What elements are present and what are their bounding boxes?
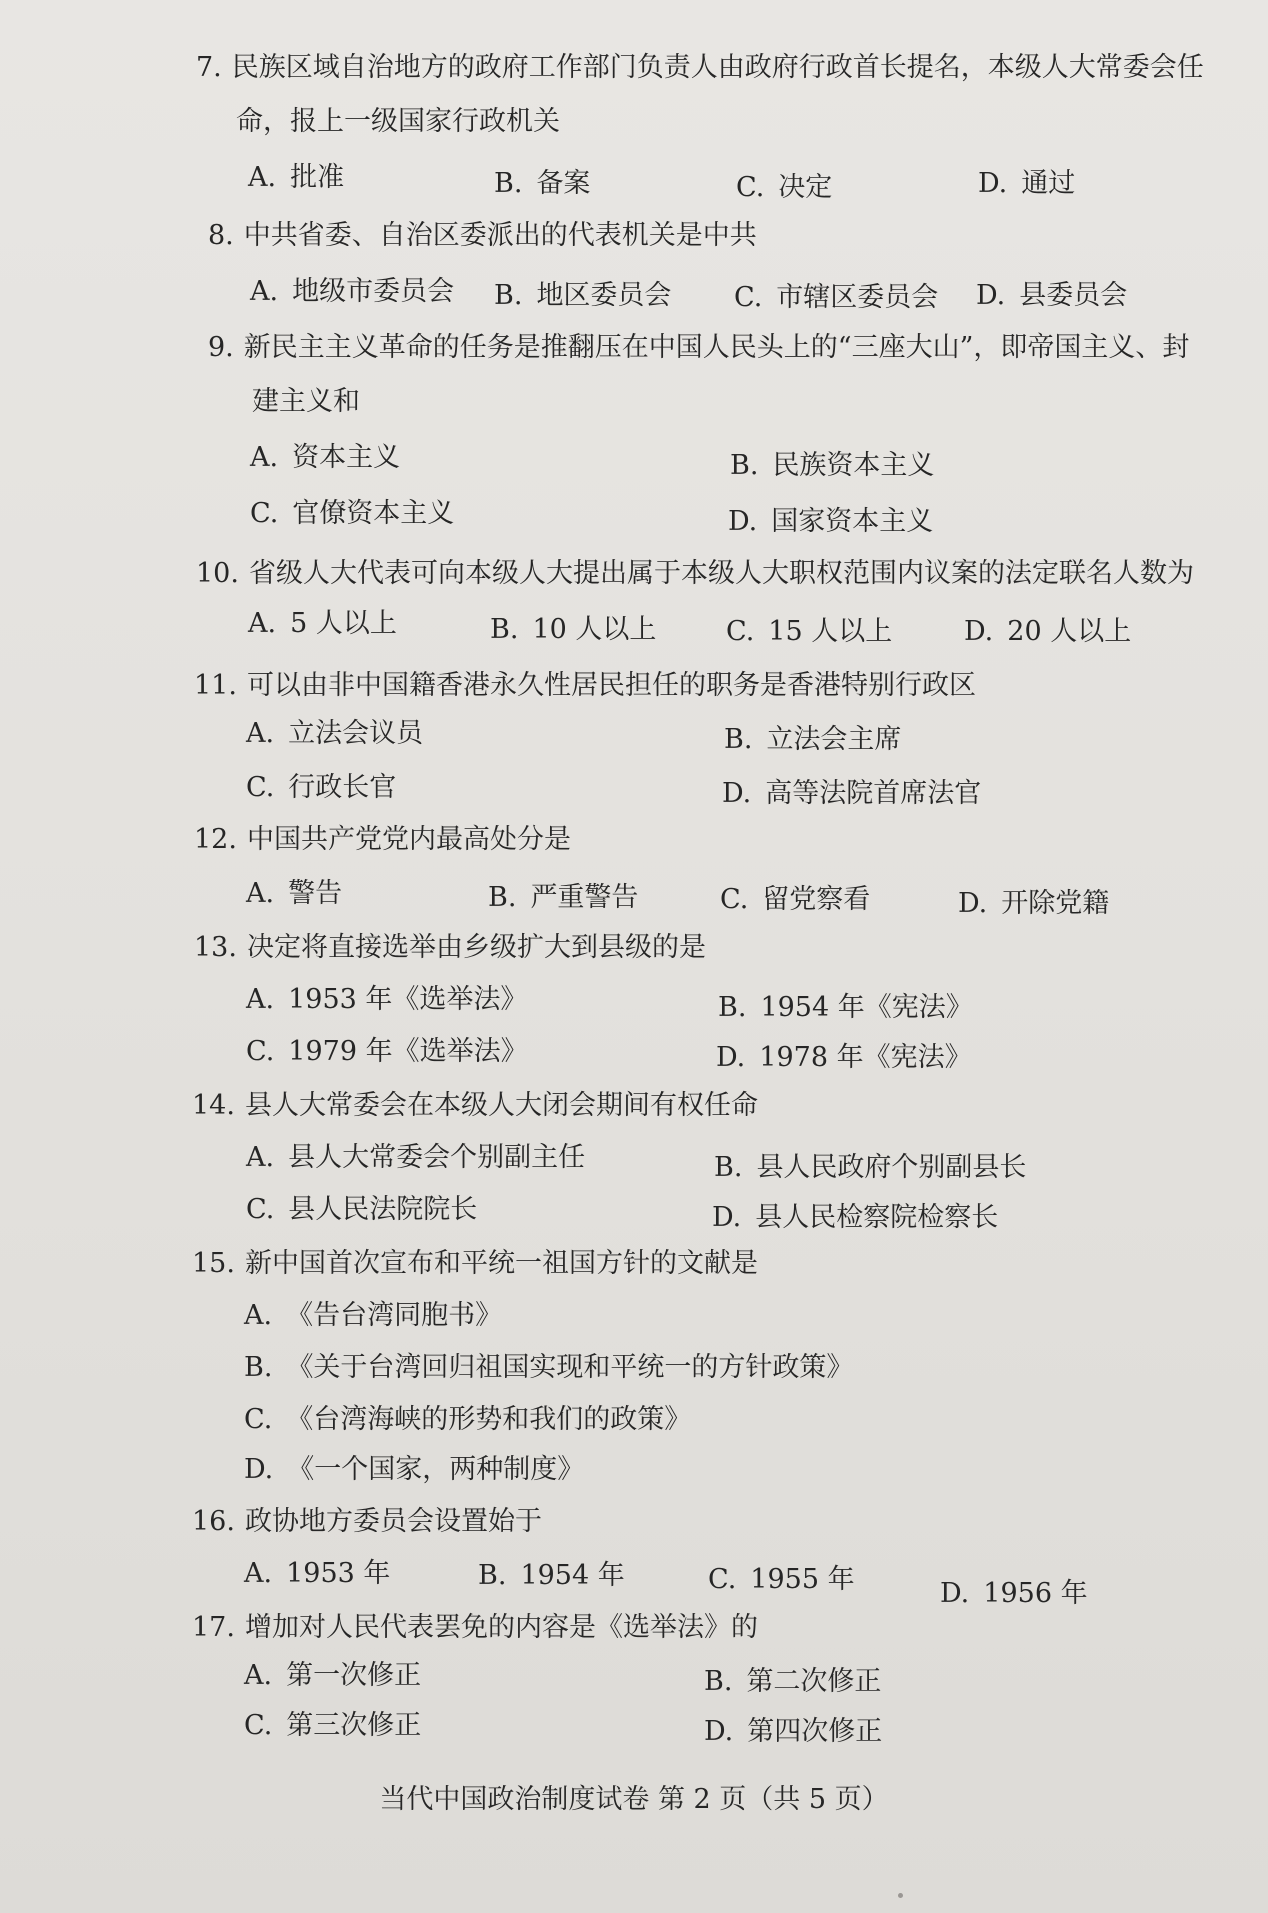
option-8b: [494, 278, 671, 314]
option-11a: [246, 716, 423, 752]
option-letter: C.: [734, 282, 763, 313]
question-16: [192, 1504, 542, 1540]
option-text: 《告台湾同胞书》: [286, 1300, 503, 1331]
option-text: 地级市委员会: [292, 276, 455, 307]
option-14c: [246, 1192, 477, 1228]
option-letter: B.: [244, 1352, 273, 1383]
question-number: 9.: [208, 332, 234, 363]
question-17: [192, 1610, 758, 1646]
option-10b: [490, 612, 656, 648]
option-text: 立法会主席: [766, 724, 902, 755]
option-15b: [244, 1350, 853, 1386]
question-11: [194, 668, 976, 704]
option-text: 1954 年: [520, 1560, 625, 1591]
option-8a: [250, 274, 454, 310]
option-letter: C.: [244, 1710, 273, 1741]
option-letter: B.: [714, 1152, 743, 1183]
question-8: [208, 218, 757, 254]
option-letter: B.: [488, 882, 517, 913]
option-13b: [718, 990, 973, 1026]
option-letter: B.: [704, 1666, 733, 1697]
option-16a: [244, 1556, 390, 1592]
option-letter: D.: [976, 280, 1006, 311]
option-text: 1956 年: [983, 1578, 1088, 1609]
option-7a: [248, 160, 344, 196]
option-text: 1955 年: [750, 1564, 855, 1595]
option-letter: B.: [718, 992, 747, 1023]
option-letter: D.: [722, 778, 752, 809]
question-number: 13.: [194, 932, 237, 963]
option-text: 批准: [290, 162, 345, 193]
option-text: 《一个国家，两种制度》: [287, 1454, 585, 1485]
option-letter: D.: [940, 1578, 970, 1609]
option-letter: A.: [246, 1142, 275, 1173]
option-7c: [736, 170, 832, 206]
option-17c: [244, 1708, 421, 1744]
option-text: 县人民法院院长: [288, 1194, 478, 1225]
option-15c: [244, 1402, 691, 1438]
option-letter: A.: [250, 442, 279, 473]
option-16d: [940, 1576, 1088, 1612]
option-16c: [708, 1562, 855, 1598]
option-text: 行政长官: [288, 772, 397, 803]
option-text: 地区委员会: [536, 280, 672, 311]
option-11d: [722, 776, 981, 812]
option-text: 市辖区委员会: [776, 282, 939, 313]
option-text: 第四次修正: [747, 1716, 883, 1747]
option-text: 立法会议员: [288, 718, 424, 749]
option-9c: [250, 496, 454, 532]
question-7-continuation: 命，报上一级国家行政机关: [236, 106, 560, 137]
option-11b: [724, 722, 901, 758]
option-text: 官僚资本主义: [292, 498, 455, 529]
option-text: 资本主义: [292, 442, 401, 473]
question-13: [194, 930, 706, 966]
option-12a: [246, 876, 342, 912]
option-text: 1979 年《选举法》: [288, 1036, 528, 1067]
question-text: 新中国首次宣布和平统一祖国方针的文献是: [244, 1248, 758, 1279]
question-text: 中共省委、自治区委派出的代表机关是中共: [243, 220, 757, 251]
option-14d: [712, 1200, 998, 1236]
option-15d: [244, 1452, 584, 1488]
option-text: 《关于台湾回归祖国实现和平统一的方针政策》: [286, 1352, 854, 1383]
option-letter: A.: [250, 276, 279, 307]
option-12c: [720, 882, 870, 918]
option-9d: [728, 504, 933, 540]
option-10c: [726, 614, 892, 650]
option-letter: D.: [712, 1202, 742, 1233]
option-text: 留党察看: [762, 884, 871, 915]
option-text: 10 人以上: [532, 614, 657, 645]
question-number: 16.: [192, 1506, 235, 1537]
option-text: 警告: [288, 878, 343, 909]
option-letter: A.: [246, 718, 275, 749]
option-letter: D.: [704, 1716, 734, 1747]
option-letter: A.: [246, 984, 275, 1015]
option-text: 开除党籍: [1001, 888, 1110, 919]
option-13d: [716, 1040, 972, 1076]
option-letter: A.: [244, 1660, 273, 1691]
option-letter: C.: [246, 1036, 275, 1067]
option-letter: C.: [726, 616, 755, 647]
option-text: 第一次修正: [286, 1660, 422, 1691]
question-text: 增加对人民代表罢免的内容是《选举法》的: [244, 1612, 758, 1643]
option-text: 决定: [778, 172, 833, 203]
question-9: [208, 330, 1189, 366]
option-letter: A.: [248, 162, 277, 193]
option-13c: [246, 1034, 528, 1070]
question-number: 10.: [196, 558, 239, 589]
option-text: 《台湾海峡的形势和我们的政策》: [286, 1404, 692, 1435]
paper-speck: [898, 1893, 903, 1898]
option-16b: [478, 1558, 625, 1594]
option-9a: [250, 440, 400, 476]
option-text: 1953 年: [286, 1558, 391, 1589]
question-15: [192, 1246, 758, 1282]
question-9-continuation: 建主义和: [252, 386, 360, 417]
question-text: 县人大常委会在本级人大闭会期间有权任命: [244, 1090, 758, 1121]
option-text: 1978 年《宪法》: [759, 1042, 972, 1073]
question-text: 新民主主义革命的任务是推翻压在中国人民头上的“三座大山”，即帝国主义、封: [243, 332, 1190, 363]
option-7d: [978, 166, 1075, 202]
option-text: 备案: [536, 168, 591, 199]
option-text: 第三次修正: [286, 1710, 422, 1741]
option-letter: A.: [244, 1558, 273, 1589]
option-15a: [244, 1298, 502, 1334]
option-text: 县人民检察院检察长: [755, 1202, 999, 1233]
option-text: 第二次修正: [746, 1666, 882, 1697]
question-text: 可以由非中国籍香港永久性居民担任的职务是香港特别行政区: [246, 670, 976, 701]
option-8d: [976, 278, 1127, 314]
question-number: 15.: [192, 1248, 235, 1279]
question-text: 民族区域自治地方的政府工作部门负责人由政府行政首长提名，本级人大常委会任: [231, 52, 1204, 83]
option-text: 1954 年《宪法》: [760, 992, 973, 1023]
option-13a: [246, 982, 527, 1018]
option-17d: [704, 1714, 882, 1750]
option-letter: A.: [246, 878, 275, 909]
option-text: 县委员会: [1019, 280, 1128, 311]
option-10a: [248, 606, 397, 642]
option-17b: [704, 1664, 881, 1700]
option-letter: D.: [958, 888, 988, 919]
option-text: 5 人以上: [290, 608, 397, 639]
option-letter: D.: [964, 616, 994, 647]
question-text: 省级人大代表可向本级人大提出属于本级人大职权范围内议案的法定联名人数为: [248, 558, 1194, 589]
question-14: [192, 1088, 758, 1124]
option-letter: C.: [720, 884, 749, 915]
option-text: 1953 年《选举法》: [288, 984, 528, 1015]
question-number: 11.: [194, 670, 237, 701]
option-letter: B.: [494, 280, 523, 311]
question-text: 中国共产党党内最高处分是: [246, 824, 571, 855]
question-text: 政协地方委员会设置始于: [244, 1506, 542, 1537]
option-letter: C.: [250, 498, 279, 529]
option-text: 民族资本主义: [772, 450, 935, 481]
option-letter: B.: [724, 724, 753, 755]
option-14b: [714, 1150, 1026, 1186]
option-letter: B.: [490, 614, 519, 645]
option-letter: B.: [730, 450, 759, 481]
question-number: 12.: [194, 824, 237, 855]
option-text: 县人民政府个别副县长: [756, 1152, 1027, 1183]
option-letter: D.: [728, 506, 758, 537]
option-letter: C.: [244, 1404, 273, 1435]
option-letter: D.: [978, 168, 1008, 199]
option-text: 通过: [1021, 168, 1076, 199]
question-12: [194, 822, 571, 858]
option-10d: [964, 614, 1131, 650]
option-12d: [958, 886, 1109, 922]
question-text: 决定将直接选举由乡级扩大到县级的是: [246, 932, 706, 963]
option-text: 15 人以上: [768, 616, 893, 647]
question-number: 14.: [192, 1090, 235, 1121]
option-14a: [246, 1140, 585, 1176]
question-10: [196, 556, 1194, 592]
option-letter: B.: [478, 1560, 507, 1591]
option-7b: [494, 166, 590, 202]
option-text: 20 人以上: [1007, 616, 1132, 647]
option-letter: D.: [716, 1042, 746, 1073]
option-text: 严重警告: [530, 882, 639, 913]
option-17a: [244, 1658, 421, 1694]
question-number: 17.: [192, 1612, 235, 1643]
question-number: 7.: [196, 52, 222, 83]
option-9b: [730, 448, 934, 484]
option-8c: [734, 280, 938, 316]
option-text: 高等法院首席法官: [765, 778, 982, 809]
page-footer: 当代中国政治制度试卷 第 2 页（共 5 页）: [379, 1784, 889, 1815]
option-text: 国家资本主义: [771, 506, 934, 537]
option-letter: A.: [248, 608, 277, 639]
option-letter: C.: [246, 1194, 275, 1225]
option-letter: D.: [244, 1454, 274, 1485]
option-11c: [246, 770, 396, 806]
question-7: [196, 50, 1204, 86]
option-letter: C.: [736, 172, 765, 203]
option-letter: C.: [246, 772, 275, 803]
option-letter: B.: [494, 168, 523, 199]
option-12b: [488, 880, 638, 916]
option-letter: A.: [244, 1300, 273, 1331]
option-text: 县人大常委会个别副主任: [288, 1142, 586, 1173]
question-number: 8.: [208, 220, 234, 251]
option-letter: C.: [708, 1564, 737, 1595]
